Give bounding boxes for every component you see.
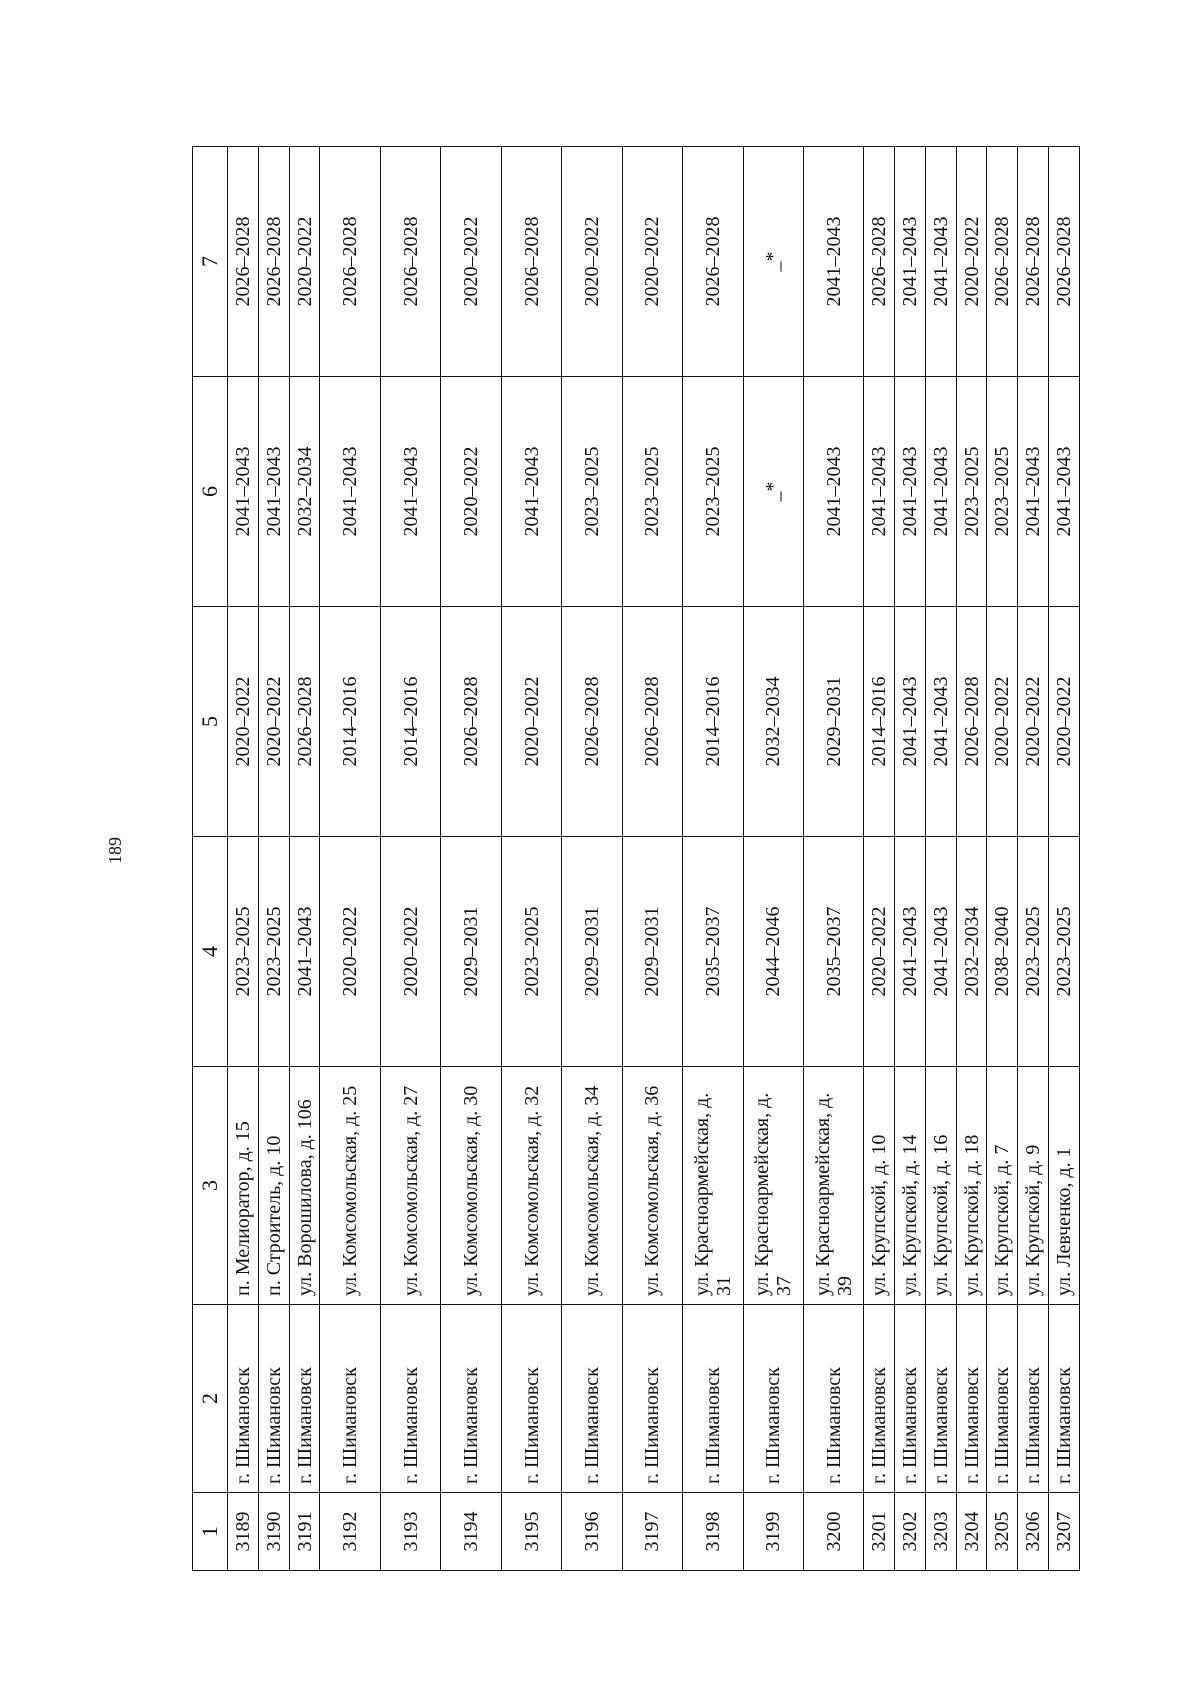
cell-row-number: 3198 <box>683 1493 743 1571</box>
cell-period-7: 2020–2022 <box>289 147 320 377</box>
cell-period-4: 2023–2025 <box>258 837 289 1067</box>
cell-period-7: 2026–2028 <box>380 147 440 377</box>
cell-period-7: 2020–2022 <box>562 147 622 377</box>
column-header: 4 <box>193 837 228 1067</box>
cell-period-7: 2026–2028 <box>1049 147 1080 377</box>
cell-period-7: 2026–2028 <box>683 147 743 377</box>
cell-period-4: 2035–2037 <box>683 837 743 1067</box>
table-row <box>683 147 743 1571</box>
cell-address: п. Мелиоратор, д. 15 <box>228 1067 259 1305</box>
cell-period-5: 2020–2022 <box>1049 607 1080 837</box>
cell-address: ул. Красноармейская, д. 31 <box>683 1067 743 1305</box>
cell-period-5: 2026–2028 <box>289 607 320 837</box>
cell-period-6: _* <box>743 377 803 607</box>
cell-period-5: 2041–2043 <box>925 607 956 837</box>
table-header-row <box>193 147 228 1571</box>
table-row <box>987 147 1018 1571</box>
cell-period-6: 2023–2025 <box>562 377 622 607</box>
housing-schedule-table <box>192 146 1080 1571</box>
cell-city: г. Шимановск <box>743 1305 803 1493</box>
table-row <box>895 147 926 1571</box>
cell-period-5: 2029–2031 <box>803 607 863 837</box>
cell-address: ул. Комсомольская, д. 36 <box>622 1067 682 1305</box>
cell-period-6: 2023–2025 <box>987 377 1018 607</box>
cell-period-6: 2041–2043 <box>895 377 926 607</box>
cell-row-number: 3192 <box>320 1493 380 1571</box>
cell-city: г. Шимановск <box>562 1305 622 1493</box>
cell-address: ул. Комсомольская, д. 27 <box>380 1067 440 1305</box>
cell-address: ул. Комсомольская, д. 30 <box>441 1067 501 1305</box>
cell-period-5: 2026–2028 <box>441 607 501 837</box>
cell-period-4: 2023–2025 <box>1018 837 1049 1067</box>
table-row <box>289 147 320 1571</box>
cell-row-number: 3202 <box>895 1493 926 1571</box>
page-number: 189 <box>105 837 125 864</box>
table-row <box>1049 147 1080 1571</box>
cell-city: г. Шимановск <box>320 1305 380 1493</box>
cell-period-5: 2032–2034 <box>743 607 803 837</box>
cell-period-7: 2041–2043 <box>925 147 956 377</box>
cell-period-4: 2044–2046 <box>743 837 803 1067</box>
column-header: 5 <box>193 607 228 837</box>
cell-period-7: 2020–2022 <box>622 147 682 377</box>
column-header: 2 <box>193 1305 228 1493</box>
cell-period-7: 2026–2028 <box>1018 147 1049 377</box>
column-header: 3 <box>193 1067 228 1305</box>
table-row <box>380 147 440 1571</box>
cell-period-5: 2041–2043 <box>895 607 926 837</box>
cell-row-number: 3195 <box>501 1493 561 1571</box>
cell-city: г. Шимановск <box>864 1305 895 1493</box>
cell-city: г. Шимановск <box>441 1305 501 1493</box>
cell-city: г. Шимановск <box>622 1305 682 1493</box>
cell-city: г. Шимановск <box>956 1305 987 1493</box>
cell-period-7: 2020–2022 <box>956 147 987 377</box>
cell-period-4: 2023–2025 <box>501 837 561 1067</box>
cell-period-7: 2041–2043 <box>803 147 863 377</box>
cell-row-number: 3199 <box>743 1493 803 1571</box>
cell-period-7: 2026–2028 <box>228 147 259 377</box>
table-row <box>803 147 863 1571</box>
table-row <box>864 147 895 1571</box>
cell-city: г. Шимановск <box>987 1305 1018 1493</box>
cell-address: ул. Левченко, д. 1 <box>1049 1067 1080 1305</box>
cell-period-4: 2020–2022 <box>380 837 440 1067</box>
cell-address: ул. Комсомольская, д. 32 <box>501 1067 561 1305</box>
cell-city: г. Шимановск <box>380 1305 440 1493</box>
cell-period-4: 2029–2031 <box>562 837 622 1067</box>
cell-city: г. Шимановск <box>925 1305 956 1493</box>
cell-period-6: 2023–2025 <box>622 377 682 607</box>
table-row <box>228 147 259 1571</box>
cell-row-number: 3190 <box>258 1493 289 1571</box>
cell-period-4: 2029–2031 <box>441 837 501 1067</box>
cell-period-7: 2020–2022 <box>441 147 501 377</box>
cell-period-4: 2041–2043 <box>925 837 956 1067</box>
cell-period-6: 2023–2025 <box>956 377 987 607</box>
cell-city: г. Шимановск <box>501 1305 561 1493</box>
cell-address: ул. Комсомольская, д. 34 <box>562 1067 622 1305</box>
cell-address: ул. Ворошилова, д. 106 <box>289 1067 320 1305</box>
cell-row-number: 3204 <box>956 1493 987 1571</box>
cell-period-6: 2032–2034 <box>289 377 320 607</box>
cell-row-number: 3189 <box>228 1493 259 1571</box>
cell-period-5: 2020–2022 <box>228 607 259 837</box>
cell-address: ул. Крупской, д. 14 <box>895 1067 926 1305</box>
table-row <box>1018 147 1049 1571</box>
column-header: 7 <box>193 147 228 377</box>
table-row <box>501 147 561 1571</box>
cell-period-5: 2014–2016 <box>320 607 380 837</box>
cell-period-4: 2032–2034 <box>956 837 987 1067</box>
cell-address: ул. Крупской, д. 16 <box>925 1067 956 1305</box>
cell-row-number: 3205 <box>987 1493 1018 1571</box>
cell-period-7: 2026–2028 <box>258 147 289 377</box>
cell-city: г. Шимановск <box>683 1305 743 1493</box>
cell-row-number: 3206 <box>1018 1493 1049 1571</box>
cell-period-5: 2014–2016 <box>683 607 743 837</box>
cell-period-4: 2023–2025 <box>228 837 259 1067</box>
table-row <box>258 147 289 1571</box>
cell-period-7: 2026–2028 <box>501 147 561 377</box>
table-body <box>228 147 1080 1571</box>
cell-city: г. Шимановск <box>803 1305 863 1493</box>
cell-period-5: 2014–2016 <box>864 607 895 837</box>
cell-row-number: 3191 <box>289 1493 320 1571</box>
cell-period-4: 2023–2025 <box>1049 837 1080 1067</box>
cell-address: ул. Крупской, д. 7 <box>987 1067 1018 1305</box>
cell-address: ул. Крупской, д. 10 <box>864 1067 895 1305</box>
cell-period-5: 2020–2022 <box>258 607 289 837</box>
cell-period-5: 2026–2028 <box>622 607 682 837</box>
cell-city: г. Шимановск <box>1018 1305 1049 1493</box>
cell-period-6: 2041–2043 <box>1049 377 1080 607</box>
cell-period-5: 2014–2016 <box>380 607 440 837</box>
cell-period-7: 2026–2028 <box>864 147 895 377</box>
column-header: 6 <box>193 377 228 607</box>
cell-city: г. Шимановск <box>1049 1305 1080 1493</box>
cell-period-7: 2026–2028 <box>987 147 1018 377</box>
cell-period-6: 2041–2043 <box>501 377 561 607</box>
cell-city: г. Шимановск <box>895 1305 926 1493</box>
cell-period-7: 2041–2043 <box>895 147 926 377</box>
cell-address: ул. Комсомольская, д. 25 <box>320 1067 380 1305</box>
cell-period-6: 2041–2043 <box>803 377 863 607</box>
cell-period-6: 2041–2043 <box>380 377 440 607</box>
cell-period-6: 2041–2043 <box>1018 377 1049 607</box>
cell-row-number: 3201 <box>864 1493 895 1571</box>
cell-address: п. Строитель, д. 10 <box>258 1067 289 1305</box>
table-row <box>743 147 803 1571</box>
cell-row-number: 3197 <box>622 1493 682 1571</box>
table-row <box>320 147 380 1571</box>
table-row <box>956 147 987 1571</box>
cell-row-number: 3196 <box>562 1493 622 1571</box>
cell-row-number: 3194 <box>441 1493 501 1571</box>
cell-city: г. Шимановск <box>258 1305 289 1493</box>
cell-period-4: 2035–2037 <box>803 837 863 1067</box>
cell-row-number: 3193 <box>380 1493 440 1571</box>
table-row <box>925 147 956 1571</box>
cell-period-6: 2041–2043 <box>228 377 259 607</box>
cell-address: ул. Красноармейская, д. 39 <box>803 1067 863 1305</box>
cell-period-6: 2020–2022 <box>441 377 501 607</box>
cell-city: г. Шимановск <box>228 1305 259 1493</box>
cell-row-number: 3203 <box>925 1493 956 1571</box>
column-header: 1 <box>193 1493 228 1571</box>
cell-city: г. Шимановск <box>289 1305 320 1493</box>
cell-address: ул. Красноармейская, д. 37 <box>743 1067 803 1305</box>
cell-period-5: 2026–2028 <box>562 607 622 837</box>
cell-period-5: 2026–2028 <box>956 607 987 837</box>
cell-period-6: 2041–2043 <box>925 377 956 607</box>
cell-period-4: 2020–2022 <box>864 837 895 1067</box>
cell-period-5: 2020–2022 <box>501 607 561 837</box>
cell-period-5: 2020–2022 <box>1018 607 1049 837</box>
cell-period-6: 2023–2025 <box>683 377 743 607</box>
cell-row-number: 3207 <box>1049 1493 1080 1571</box>
cell-row-number: 3200 <box>803 1493 863 1571</box>
cell-period-4: 2029–2031 <box>622 837 682 1067</box>
cell-period-7: 2026–2028 <box>320 147 380 377</box>
table-row <box>562 147 622 1571</box>
cell-period-5: 2020–2022 <box>987 607 1018 837</box>
rotated-table-container <box>192 147 1080 1571</box>
cell-address: ул. Крупской, д. 18 <box>956 1067 987 1305</box>
cell-period-4: 2038–2040 <box>987 837 1018 1067</box>
cell-period-6: 2041–2043 <box>864 377 895 607</box>
cell-period-6: 2041–2043 <box>320 377 380 607</box>
cell-period-7: _* <box>743 147 803 377</box>
cell-period-6: 2041–2043 <box>258 377 289 607</box>
cell-period-4: 2020–2022 <box>320 837 380 1067</box>
table-row <box>441 147 501 1571</box>
cell-period-4: 2041–2043 <box>895 837 926 1067</box>
cell-address: ул. Крупской, д. 9 <box>1018 1067 1049 1305</box>
cell-period-4: 2041–2043 <box>289 837 320 1067</box>
table-row <box>622 147 682 1571</box>
